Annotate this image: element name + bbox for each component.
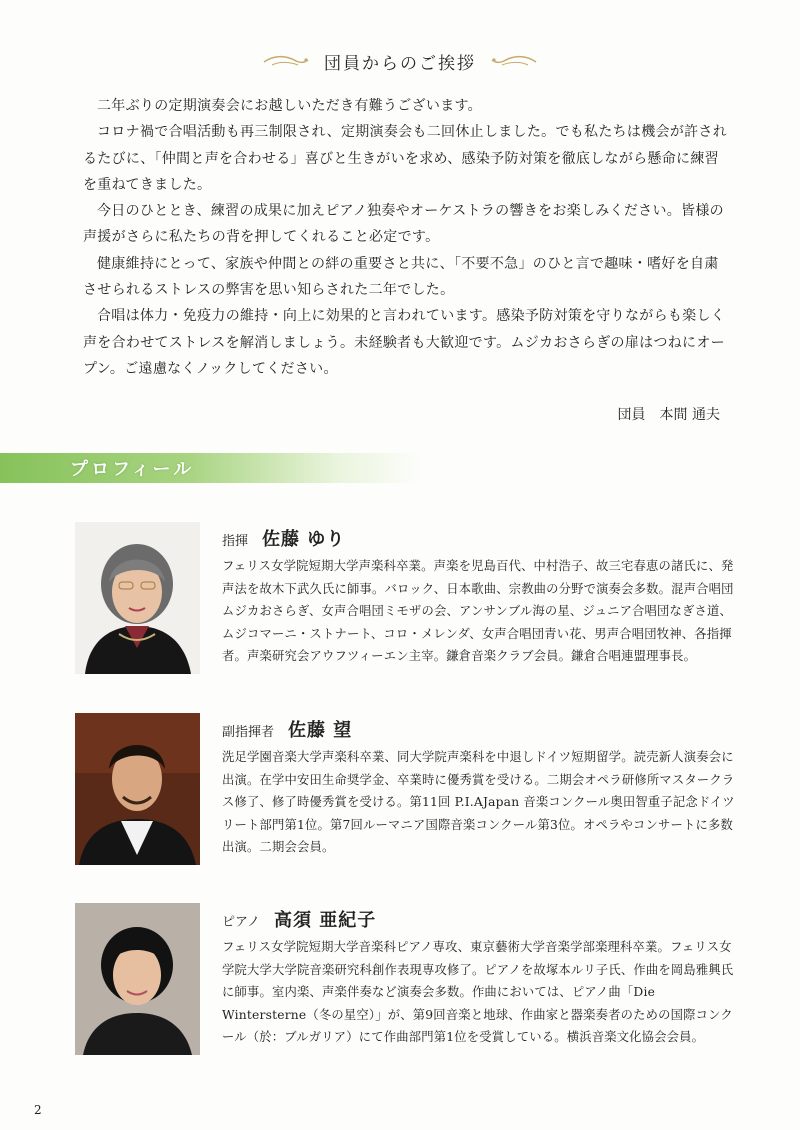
profile-pianist [222, 906, 742, 1049]
greeting-paragraph: 健康維持にとって、家族や仲間との絆の重要さと共に、「不要不急」のひと言で趣味・嗜好を自粛させられるストレスの弊害を思い知らされた二年でした。 [83, 255, 719, 299]
greeting-paragraph: 二年ぶりの定期演奏会にお越しいただき有難うございます。 [97, 98, 482, 114]
profile-name: 佐藤 ゆり [262, 529, 346, 550]
greeting-paragraph: 合唱は体力・免疫力の維持・向上に効果的と言われています。感染予防対策を守りながらも楽しく声を合わせてストレスを解消しましょう。未経験者も大歓迎です。ムジカおさらぎの扉はつねにオープン。ご遠慮なくノックしてください。 [83, 308, 726, 377]
signature [560, 404, 720, 424]
signature-name: 本間 通夫 [659, 407, 720, 423]
profile-vice-conductor [222, 716, 742, 859]
greeting-body [83, 93, 728, 382]
conductor-photo [75, 522, 200, 674]
vice-conductor-photo [75, 713, 200, 865]
ornament-right-icon [490, 53, 538, 69]
profile-role: 指揮 [222, 534, 249, 549]
profile-bio: フェリス女学院短期大学音楽科ピアノ専攻、東京藝術大学音楽学部楽理科卒業。フェリス女学院大学大学院音楽研究科創作表現専攻修了。ピアノを故塚本ルリ子氏、作曲を岡島雅興氏に師事。室内楽、声楽伴奏など演奏会多数。作曲においては、ピアノ曲「Die Wintersterne（冬の星空）」が、第9回音楽と地球、作曲家と器楽奏者のための国際コンクール（於：ブルガリア）にて作曲部門第1位を受賞している。横浜音楽文化協会会員。 [222, 940, 734, 1045]
profile-bio: 洗足学園音楽大学声楽科卒業、同大学院声楽科を中退しドイツ短期留学。読売新人演奏会に出演。在学中安田生命奨学金、卒業時に優秀賞を受ける。二期会オペラ研修所マスタークラス修了、修了時優秀賞を受ける。第11回 P.I.AJapan 音楽コンクール奥田智重子記念ドイツリート部門第1位。第7回ルーマニア国際音楽コンクール第3位。オペラやコンサートに多数出演。二期会会員。 [222, 750, 735, 855]
greeting-paragraph: 今日のひととき、練習の成果に加えピアノ独奏やオーケストラの響きをお楽しみください。皆様の声援がさらに私たちの背を押してくれること必定です。 [83, 203, 724, 246]
profile-role: ピアノ [222, 915, 260, 930]
page-number: 2 [34, 1103, 42, 1117]
profile-conductor [222, 525, 742, 668]
greeting-paragraph: コロナ禍で合唱活動も再三制限され、定期演奏会も二回休止しました。でも私たちは機会が許されるたびに、「仲間と声を合わせる」喜びと生きがいを求め、感染予防対策を徹底しながら懸命に練習を重ねてきました。 [83, 124, 728, 193]
profile-role: 副指揮者 [222, 725, 275, 740]
profile-heading-bar [0, 453, 420, 483]
profile-heading: プロフィール [70, 459, 195, 480]
ornament-left-icon [262, 53, 310, 69]
profile-name: 佐藤 望 [288, 720, 353, 741]
profile-name: 高須 亜紀子 [273, 910, 377, 931]
greeting-title: 団員からのご挨拶 [324, 53, 476, 74]
profile-bio: フェリス女学院短期大学声楽科卒業。声楽を児島百代、中村浩子、故三宅春恵の諸氏に、発声法を故木下武久氏に師事。バロック、日本歌曲、宗教曲の分野で演奏会多数。混声合唱団ムジカおさらぎ、女声合唱団ミモザの会、アンサンブル海の星、ジュニア合唱団なぎさ道、ムジコマーニ・ストナート、コロ・メレンダ、女声合唱団青い花、男声合唱団牧神、各指揮者。声楽研究会アウフツィーエン主宰。鎌倉音楽クラブ会員。鎌倉合唱連盟理事長。 [222, 559, 734, 664]
pianist-photo [75, 903, 200, 1055]
signature-role: 団員 [617, 407, 646, 423]
greeting-title-block [0, 48, 800, 74]
